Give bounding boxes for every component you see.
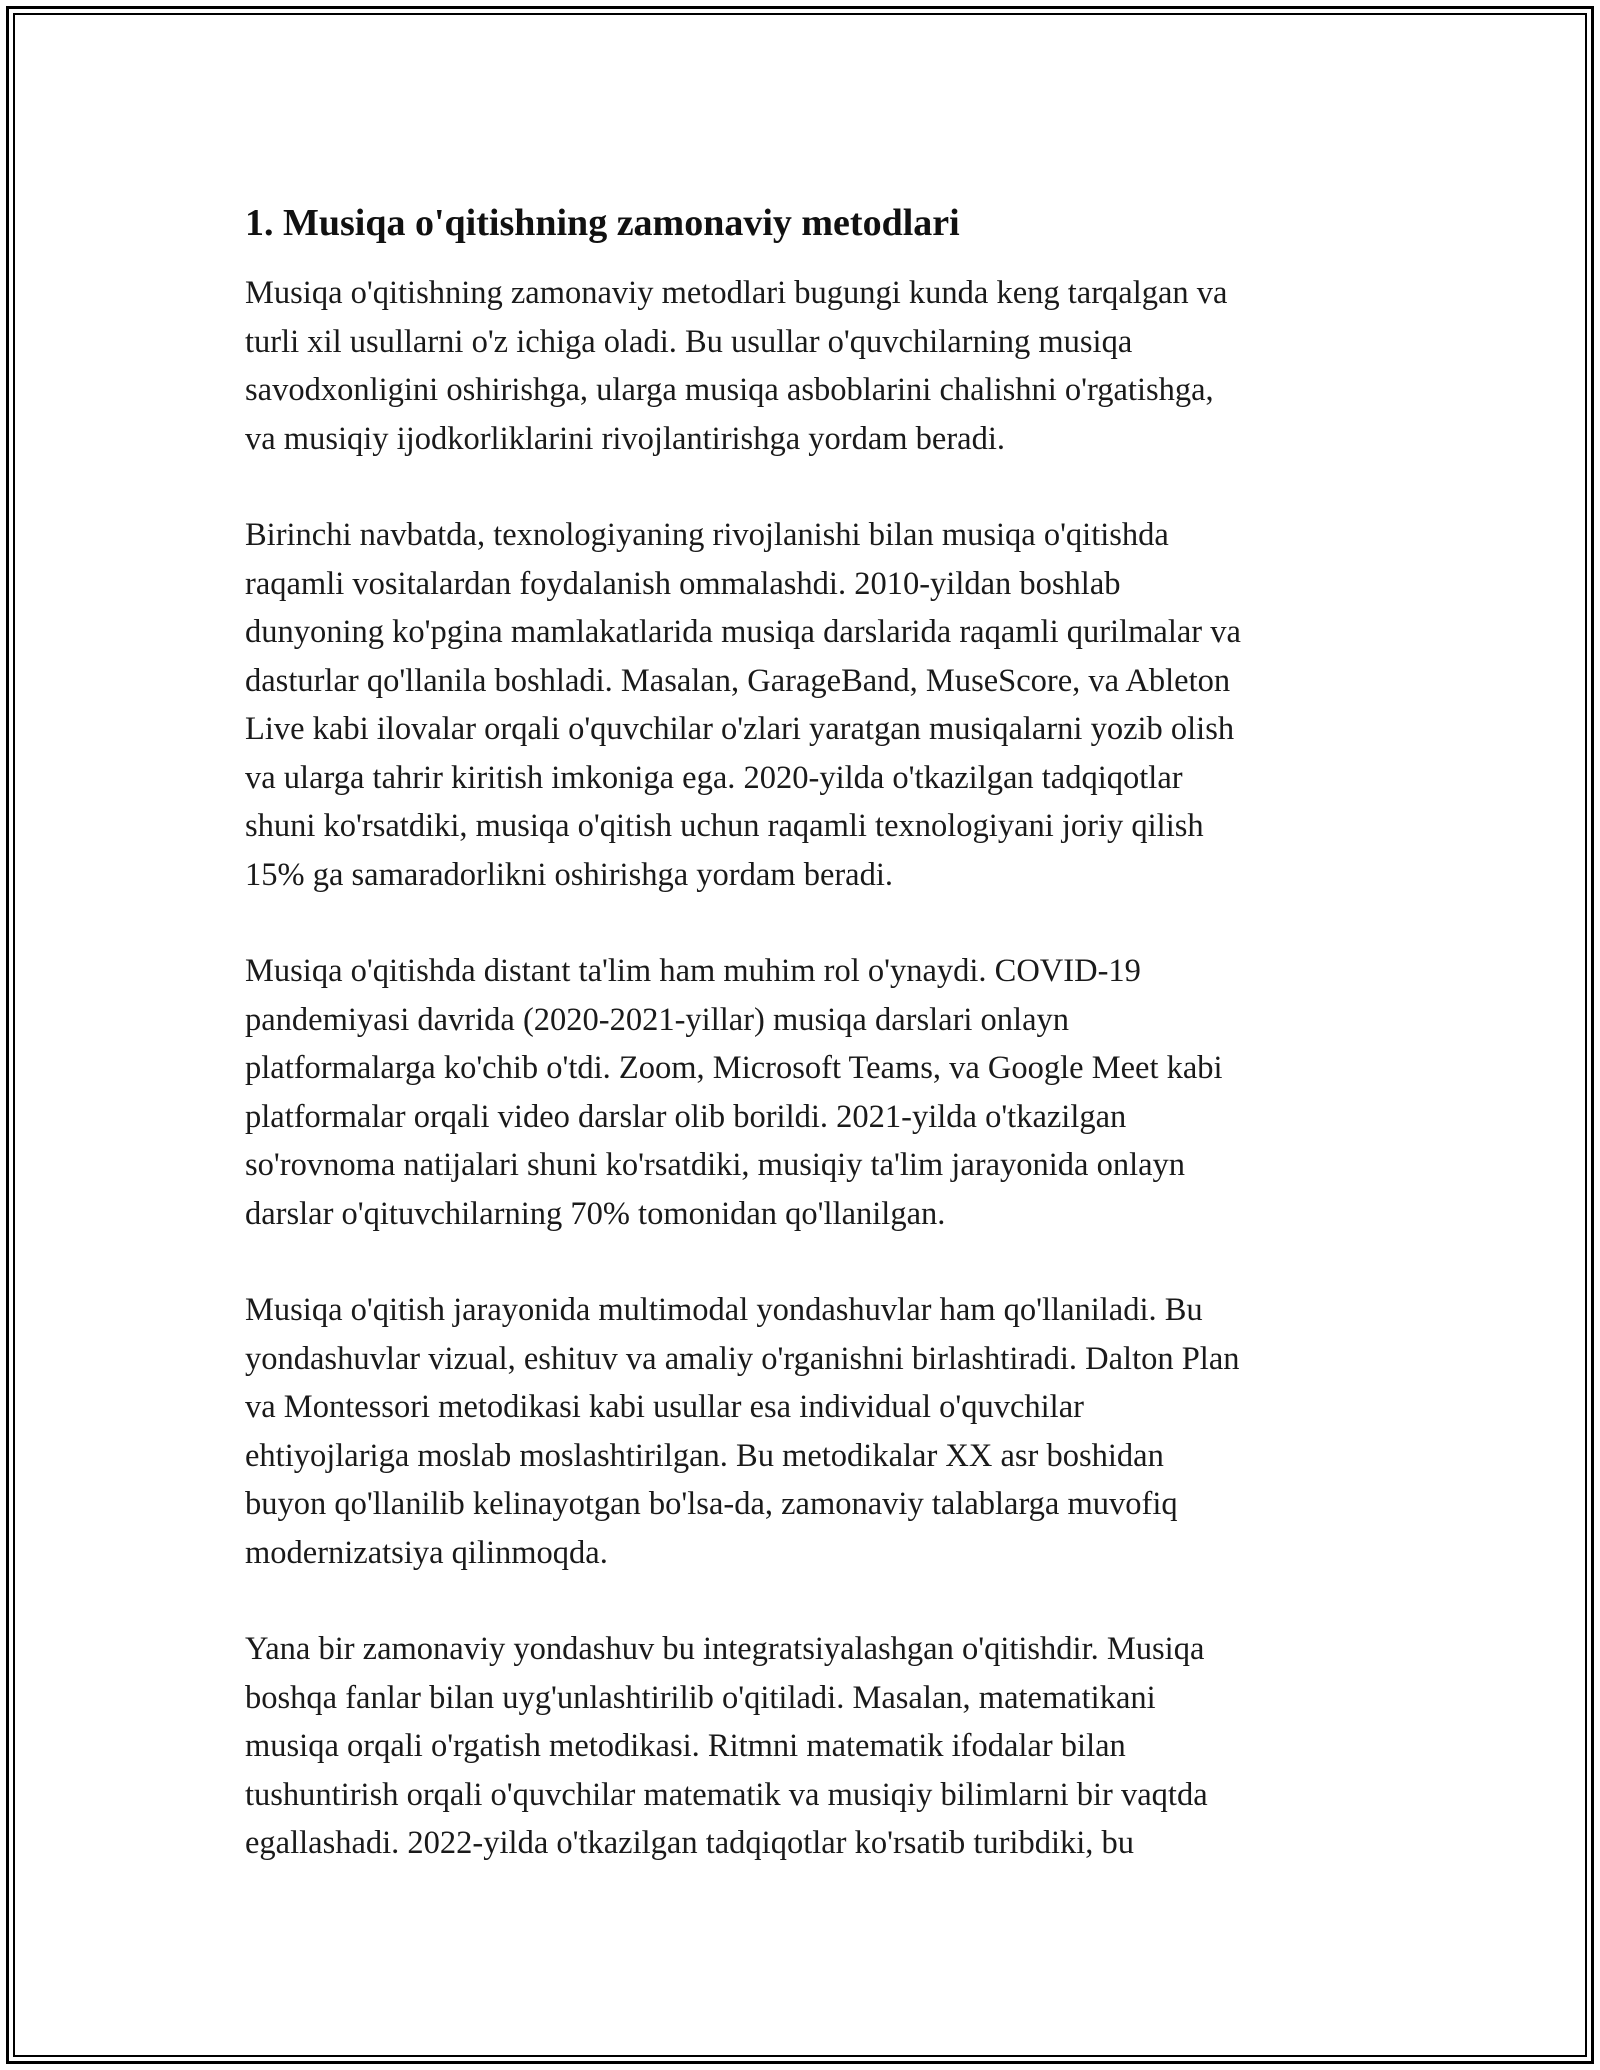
text-line: va Montessori metodikasi kabi usullar esa individual o'quvchilar bbox=[245, 1389, 1084, 1425]
text-line: modernizatsiya qilinmoqda. bbox=[245, 1534, 608, 1571]
text-line: buyon qo'llanilib kelinayotgan bo'lsa-da, zamonaviy talablarga muvofiq bbox=[245, 1486, 1178, 1522]
text-line: platformalar orqali video darslar olib borildi. 2021-yilda o'tkazilgan bbox=[245, 1098, 1127, 1135]
paragraph-integrated-learning bbox=[245, 1625, 1385, 1868]
text-line: Birinchi navbatda, texnologiyaning rivojlanishi bilan musiqa o'qitishda bbox=[245, 517, 1169, 553]
text-line: pandemiyasi davrida (2020-2021-yillar) musiqa darslari onlayn bbox=[245, 1001, 1070, 1038]
text-line: platformalarga ko'chib o'tdi. Zoom, Microsoft Teams, va Google Meet kabi bbox=[245, 1050, 1223, 1086]
text-line: egallashadi. 2022-yilda o'tkazilgan tadqiqotlar ko'rsatib turibdiki, bu bbox=[245, 1825, 1135, 1861]
text-line: so'rovnoma natijalari shuni ko'rsatdiki, musiqiy ta'lim jarayonida onlayn bbox=[245, 1147, 1186, 1183]
text-line: Yana bir zamonaviy yondashuv bu integratsiyalashgan o'qitishdir. Musiqa bbox=[245, 1631, 1205, 1667]
text-line: darslar o'qituvchilarning 70% tomonidan qo'llanilgan. bbox=[245, 1195, 946, 1232]
text-line: musiqa orqali o'rgatish metodikasi. Ritmni matematik ifodalar bilan bbox=[245, 1728, 1126, 1764]
text-line: 15% ga samaradorlikni oshirishga yordam beradi. bbox=[245, 856, 894, 893]
text-line: tushuntirish orqali o'quvchilar matematik va musiqiy bilimlarni bir vaqtda bbox=[245, 1776, 1208, 1813]
text-line: shuni ko'rsatdiki, musiqa o'qitish uchun raqamli texnologiyani joriy qilish bbox=[245, 808, 1204, 844]
text-line: Musiqa o'qitishda distant ta'lim ham muhim rol o'ynaydi. COVID-19 bbox=[245, 953, 1141, 989]
text-line: va musiqiy ijodkorliklarini rivojlantirishga yordam beradi. bbox=[245, 420, 1005, 457]
text-line: boshqa fanlar bilan uyg'unlashtirilib o'qitiladi. Masalan, matematikani bbox=[245, 1679, 1156, 1716]
page-title: 1. Musiqa o'qitishning zamonaviy metodlari bbox=[245, 202, 960, 244]
text-line: ehtiyojlariga moslab moslashtirilgan. Bu metodikalar XX asr boshidan bbox=[245, 1437, 1164, 1474]
text-line: raqamli vositalardan foydalanish ommalashdi. 2010-yildan boshlab bbox=[245, 565, 1121, 602]
text-line: dunyoning ko'pgina mamlakatlarida musiqa darslarida raqamli qurilmalar va bbox=[245, 614, 1241, 650]
text-line: Live kabi ilovalar orqali o'quvchilar o'zlari yaratgan musiqalarni yozib olish bbox=[245, 711, 1235, 747]
text-line: turli xil usullarni o'z ichiga oladi. Bu usullar o'quvchilarning musiqa bbox=[245, 323, 1133, 360]
document-body bbox=[245, 197, 1385, 1916]
paragraph-distance-learning bbox=[245, 947, 1385, 1238]
text-line: savodxonligini oshirishga, ularga musiqa asboblarini chalishni o'rgatishga, bbox=[245, 372, 1214, 408]
text-line: yondashuvlar vizual, eshituv va amaliy o'rganishni birlashtiradi. Dalton Plan bbox=[245, 1340, 1240, 1377]
text-line: Musiqa o'qitishning zamonaviy metodlari bugungi kunda keng tarqalgan va bbox=[245, 275, 1228, 311]
paragraph-intro bbox=[245, 269, 1385, 463]
paragraph-multimodal bbox=[245, 1286, 1385, 1577]
text-line: dasturlar qo'llanila boshladi. Masalan, GarageBand, MuseScore, va Ableton bbox=[245, 662, 1231, 699]
text-line: Musiqa o'qitish jarayonida multimodal yondashuvlar ham qo'llaniladi. Bu bbox=[245, 1292, 1203, 1328]
page-frame bbox=[6, 6, 1594, 2064]
paragraph-digital-tools bbox=[245, 511, 1385, 899]
text-line: va ularga tahrir kiritish imkoniga ega. 2020-yilda o'tkazilgan tadqiqotlar bbox=[245, 759, 1183, 796]
